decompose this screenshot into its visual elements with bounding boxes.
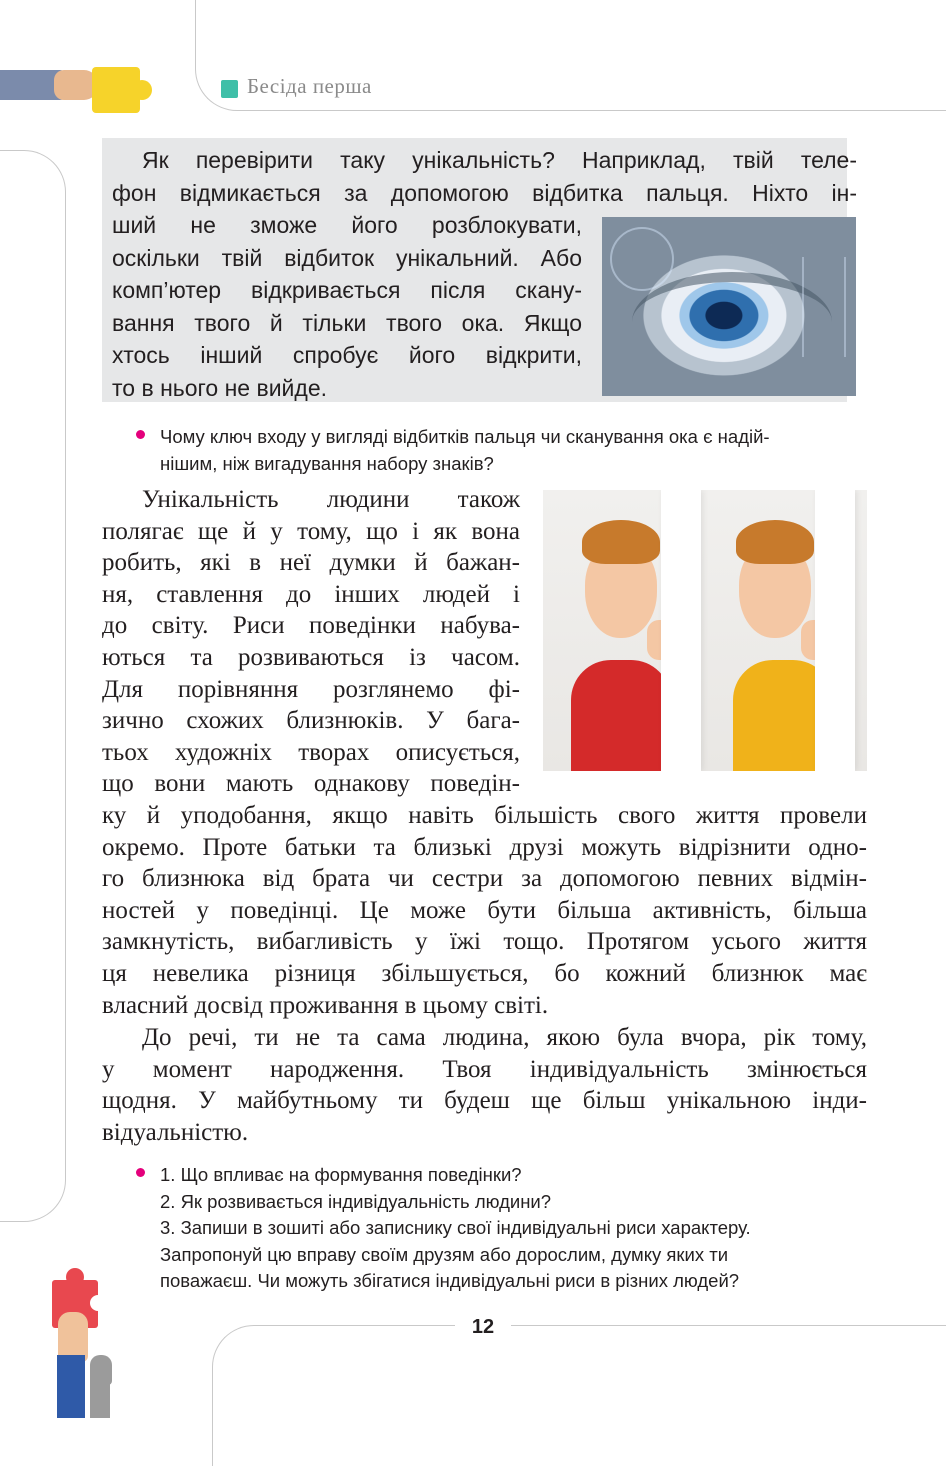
paragraph-line: Для порівняння розглянемо фі- [102, 675, 520, 703]
red-shirt-shape [571, 660, 671, 771]
paragraph-line: власний досвід проживання в цьому світі. [102, 991, 549, 1019]
decorative-arm [57, 1355, 85, 1418]
twins-image [543, 490, 867, 771]
paragraph-line: у момент народження. Твоя індивідуальність змінюється [102, 1055, 867, 1083]
info-box-line: оскільки твій відбиток унікальний. Або [112, 244, 582, 271]
hud-circle-shape [610, 227, 674, 291]
wall-edge-left [661, 490, 701, 771]
paragraph-line: Унікальність людини також [142, 486, 520, 513]
eye-scan-image [602, 217, 856, 396]
wall-edge-right [815, 490, 855, 771]
question-line: 1. Що впливає на формування поведінки? [160, 1164, 522, 1185]
paragraph-line: щодня. У майбутньому ти будеш ще більш унікальною інди- [102, 1087, 867, 1115]
paragraph-line: замкнутість, вибагливість у їжі тощо. Протягом усього життя [102, 928, 867, 956]
info-box-line: то в нього не вийде. [112, 374, 328, 401]
question-line: поважаєш. Чи можуть збігатися індивідуальні риси в різних людей? [160, 1270, 740, 1291]
paragraph-line: окремо. Проте батьки та близькі друзі можуть відрізнити одно- [102, 833, 867, 861]
info-box-line: вання твого й тільки твого ока. Якщо [112, 309, 582, 336]
paragraph-line: зично схожих близнюків. У бага- [102, 707, 520, 735]
boy-hair-left [582, 520, 660, 564]
paragraph-1-narrow [102, 484, 520, 800]
paragraph-line: що вони мають однакову поведін- [102, 770, 520, 798]
bottom-frame-line [212, 1325, 946, 1466]
hud-bracket-shape [802, 257, 846, 357]
paragraph-line: ностей у поведінці. Це може бути більша активність, більша [102, 896, 867, 924]
bullet-icon [136, 1168, 145, 1177]
question-line: нішим, ніж вигадування набору знаків? [160, 452, 494, 474]
question-block-2 [160, 1162, 870, 1295]
boy-hair-right [736, 520, 814, 564]
paragraph-line: ня, ставлення до інших людей і [102, 580, 520, 608]
question-block-1 [160, 424, 870, 477]
info-box-line: ший не зможе його розблокувати, [112, 212, 582, 238]
yellow-puzzle-icon [92, 67, 140, 113]
info-box-text-full [112, 144, 857, 209]
section-title: Бесіда перша [247, 74, 372, 98]
paragraph-line: полягає ще й у тому, що і як вона [102, 517, 520, 545]
paragraph-line: ються та розвиваються із часом. [102, 643, 520, 671]
paragraph-line: тьох художніх творах описується, [102, 738, 520, 766]
decorative-arm [90, 1380, 110, 1418]
paragraph-line: го близнюка від брата чи сестри за допомогою певних відмін- [102, 865, 867, 893]
info-box-line: Як перевірити таку унікальність? Наприклад, твій теле- [142, 147, 857, 173]
bullet-icon [136, 430, 145, 439]
paragraph-line: до світу. Риси поведінки набува- [102, 612, 520, 640]
question-line: 2. Як розвивається індивідуальність людини? [160, 1190, 552, 1212]
question-line: Запропонуй цю вправу своїм друзям або дорослим, думку яких ти [160, 1243, 729, 1265]
question-line: 3. Запиши в зошиті або записнику свої індивідуальні риси характеру. [160, 1217, 751, 1238]
info-box-text-narrow [112, 209, 582, 404]
paragraph-line: ку й уподобання, якщо навіть більшість свого життя провели [102, 802, 867, 829]
info-box-line: комп’ютер відкривається після скану- [112, 277, 582, 303]
left-frame-line [0, 150, 66, 1222]
paragraph-line: робить, які в неї думки й бажан- [102, 549, 520, 577]
paragraph-1-wide [102, 800, 867, 1021]
page-number: 12 [455, 1310, 511, 1344]
paragraph-line: відуальністю. [102, 1118, 249, 1146]
section-marker-icon [221, 80, 238, 98]
question-line: Чому ключ входу у вигляді відбитків пальця чи сканування ока є надій- [160, 426, 770, 447]
paragraph-line: ця невелика різниця збільшується, бо кожний близнюк має [102, 959, 867, 987]
paragraph-line: До речі, ти не та сама людина, якою була вчора, рік тому, [142, 1024, 867, 1051]
info-box-line: хтось інший спробує його відкрити, [112, 342, 582, 368]
paragraph-2 [102, 1022, 867, 1148]
info-box-line: фон відмикається за допомогою відбитка пальця. Ніхто ін- [112, 179, 857, 206]
